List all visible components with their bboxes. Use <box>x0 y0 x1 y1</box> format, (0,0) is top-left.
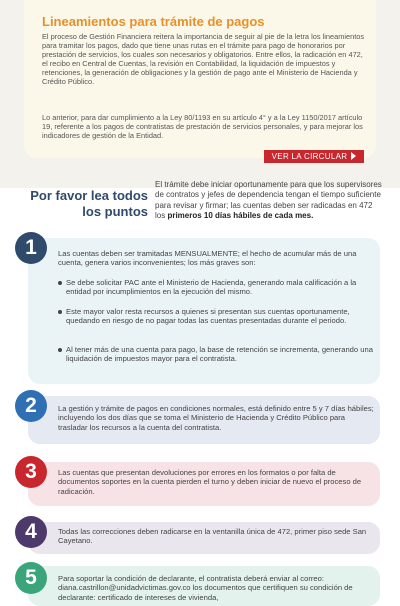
item-number-badge: 4 <box>15 516 47 548</box>
item-number-badge: 3 <box>15 456 47 488</box>
read-all-text-highlight: primeros 10 días hábiles de cada mes. <box>167 211 314 221</box>
view-circular-button[interactable] <box>264 150 364 163</box>
item-text: Las cuentas que presentan devoluciones por errores en los formatos o por falta de documentos soportes en la cuenta pierden el turno y deben iniciar de nuevo el proceso de radicación. <box>58 468 362 496</box>
bullet-icon <box>58 348 62 352</box>
item-number-badge: 5 <box>15 562 47 594</box>
list-item <box>0 522 400 554</box>
list-item <box>0 462 400 506</box>
item-text: Para soportar la condición de declarante, el contratista deberá enviar al correo: diana.castrillon@unidadvictimas.gov.co los documentos que certifiquen su condición de declarante: certificado de intereses de vivienda, <box>58 574 353 602</box>
read-all-text <box>155 180 383 222</box>
item-bullet <box>66 345 376 364</box>
list-item <box>0 396 400 444</box>
item-number-badge: 1 <box>15 232 47 264</box>
list-item <box>0 238 400 384</box>
intro-paragraph-2: Lo anterior, para dar cumplimiento a la Ley 80/1193 en su artículo 4° y a la Ley 1150/2017 artículo 19, referente a los pagos de contratistas de prestación de servicios personales, y para mejorar los indicadores de gestión de la Entidad. <box>42 113 363 140</box>
view-circular-label: VER LA CIRCULAR <box>271 152 348 161</box>
item-text: La gestión y trámite de pagos en condiciones normales, está definido entre 5 y 7 días hábiles; incluyendo los dos días que se toma el Ministerio de Hacienda y Crédito Público para trasladar los recursos a la cuenta del contratista. <box>58 404 374 432</box>
item-bullet <box>66 278 376 297</box>
item-text: Todas las correcciones deben radicarse en la ventanilla única de 472, primer piso sede San Cayetano. <box>58 527 367 546</box>
item-text: Las cuentas deben ser tramitadas MENSUALMENTE; el hecho de acumular más de una cuenta, genera varios inconvenientes; los más graves son: <box>58 249 357 268</box>
arrow-right-icon <box>351 152 356 160</box>
list-item <box>0 566 400 600</box>
read-all-heading: Por favor lea todos los puntos <box>30 188 148 219</box>
bullet-text: Este mayor valor resta recursos a quienes si presentan sus cuentas oportunamente, quedando en riesgo de no pagar todas las cuentas presentadas durante el periodo. <box>66 307 350 326</box>
read-all-text-body: El trámite debe iniciar oportunamente para que los supervisores de contratos y jefes de dependencia tengan el tiempo suficiente para revisar y firmar; las cuentas deben ser radicadas en 472 los <box>155 180 382 221</box>
bullet-icon <box>58 310 62 314</box>
intro-title: Lineamientos para trámite de pagos <box>42 14 265 29</box>
intro-paragraph-1: El proceso de Gestión Financiera reitera la importancia de seguir al pie de la letra los lineamientos para tramitar los pagos, dado que tiene unas rutas en el trámite para pago de honorarios por prestación de servicios, los cuales son necesarios y obligatorios. Entre ellos, la radicación en 472, el recibo en Central de Cuentas, la revisión en Contabilidad, la liquidación de impuestos y retenciones, la generación de obligaciones y la gestión de pago ante el Ministerio de Hacienda y Crédito Público. <box>42 32 365 86</box>
bullet-text: Se debe solicitar PAC ante el Ministerio de Hacienda, generando mala calificación a la entidad por incumplimientos en la ejecución del mismo. <box>66 278 357 297</box>
bullet-text: Al tener más de una cuenta para pago, la base de retención se incrementa, generando una liquidación de impuestos mayor para el contratista. <box>66 345 373 364</box>
item-number-badge: 2 <box>15 390 47 422</box>
bullet-icon <box>58 281 62 285</box>
item-bullet <box>66 307 376 326</box>
